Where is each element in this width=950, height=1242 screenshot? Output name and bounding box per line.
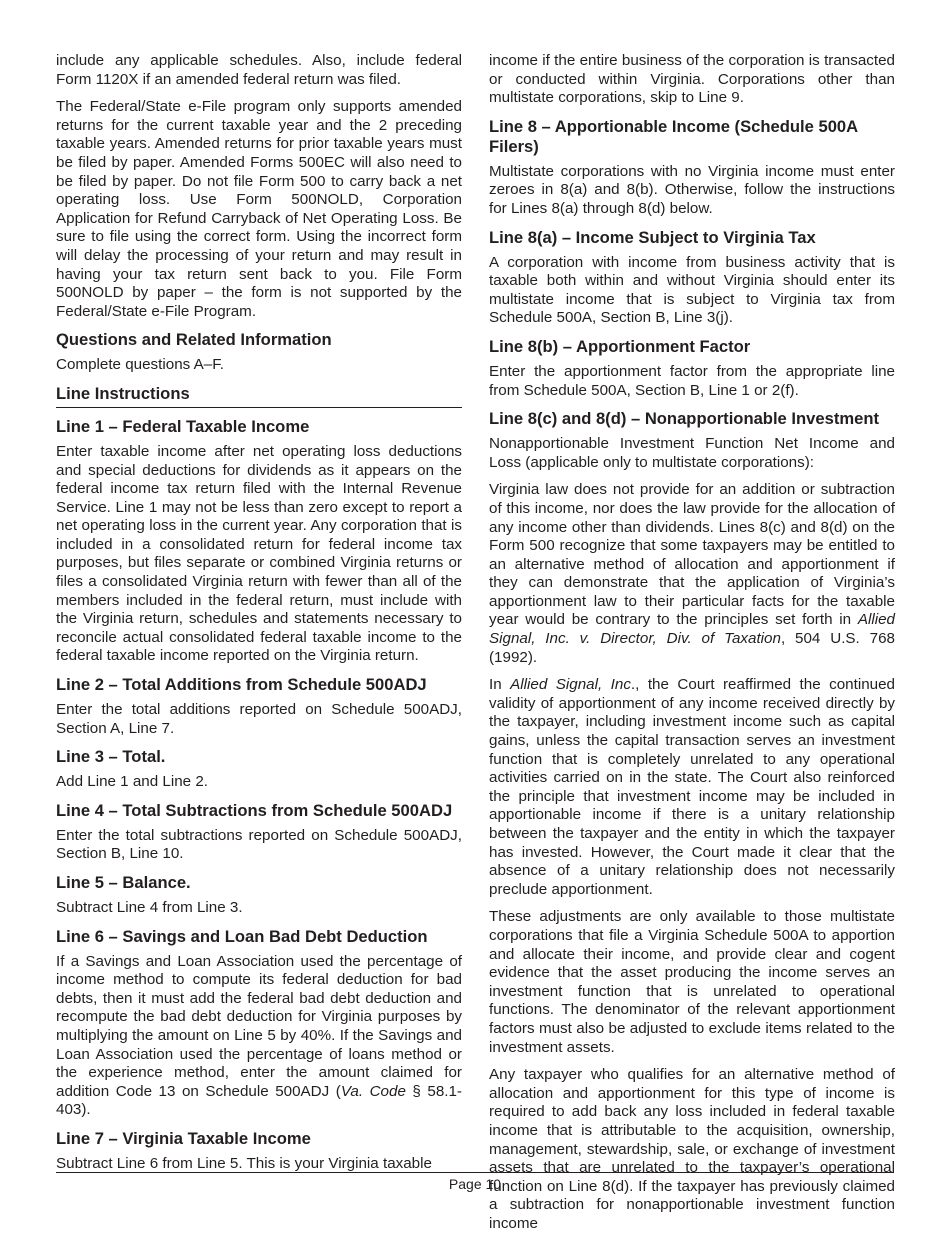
paragraph-line-8cd-addback: Any taxpayer who qualifies for an alternative method of allocation and apportionment for this type of income is required to add back any loss included in federal taxable income that is attributable to the acquisition, ownership, management, stewardship, sale, or exchange of investment assets that are unrelated to the taxpayer’s operational function on Line 8(d). If the taxpayer has previously claimed a subtraction for nonapportionable investment function income [489, 1066, 895, 1232]
line-6-text-a: If a Savings and Loan Association used the percentage of income method to compute its federal deduction for bad debts, then it must add the federal bad debt deduction and recompute the bad debt deduction for Virginia purposes by multiplying the amount on Line 5 by 40%. If the Savings and Loan Association used the percentage of loans method or the experience method, enter the amount claimed for addition Code 13 on Schedule 500ADJ ( [56, 952, 462, 1100]
paragraph-efile-program: The Federal/State e-File program only supports amended returns for the current taxable year and the 2 preceding taxable years. Amended returns for prior taxable years must be filed by paper. Amended Forms 500EC will also need to be filed by paper. Do not file Form 500 to carry back a net operating loss. Use Form 500NOLD, Corporation Application for Refund Carryback of Net Operating Loss. Be sure to file using the correct form. Using the incorrect form will delay the processing of your return and may result in having your tax return sent back to you. File Form 500NOLD by paper – the form is not supported by the Federal/State e-File Program. [56, 98, 462, 320]
heading-line-2: Line 2 – Total Additions from Schedule 500ADJ [56, 675, 427, 695]
heading-line-6: Line 6 – Savings and Loan Bad Debt Deduction [56, 926, 428, 946]
heading-line-5: Line 5 – Balance. [56, 873, 191, 892]
heading-line-8cd: Line 8(c) and 8(d) – Nonapportionable Investment [489, 409, 879, 429]
heading-line-8: Line 8 – Apportionable Income (Schedule 500A Filers) [489, 116, 858, 156]
paragraph-line-1: Enter taxable income after net operating loss deductions and special deductions for dividends as it appears on the federal income tax return filed with the Internal Revenue Service. Line 1 may not be less than zero except to report a net operating loss in the current year. Any corporation that is included in a consolidated return for federal income tax purposes, but files separate or combined Virginia returns or files a consolidated Virginia return with fewer than all of the members included in the federal return, must include with the Virginia return, schedules and statements necessary to reconcile actual consolidated federal taxable income to the federal taxable income reported on the Virginia return. [56, 442, 462, 665]
case-citation-italic: Allied Signal, Inc. v. Director, Div. of Taxation [489, 611, 895, 648]
heading-line-3: Line 3 – Total. [56, 747, 166, 767]
law-text-a: Virginia law does not provide for an addition or subtraction of this income, nor does the law provide for the allocation of any income other than dividends. Lines 8(c) and 8(d) on the Form 500 recognize that some taxpayers may be entitled to an alternative method of allocation and apportionment if they can demonstrate that the application of Virginia’s apportionment law to their particular facts for the taxable year would be contrary to the principles set forth in [489, 481, 895, 629]
heading-line-instructions: Line Instructions [56, 384, 462, 408]
paragraph-line-8cd-court [489, 676, 895, 899]
line-6-text-b: § 58.1-403). [56, 1082, 462, 1119]
paragraph-line-3: Add Line 1 and Line 2. [56, 773, 209, 791]
heading-line-8a: Line 8(a) – Income Subject to Virginia Tax [489, 227, 816, 247]
paragraph-line-7: Subtract Line 6 from Line 5. This is your Virginia taxable [56, 1154, 432, 1172]
va-code-italic: Va. Code [340, 1082, 406, 1100]
paragraph-amended-schedules: include any applicable schedules. Also, include federal Form 1120X if an amended federal return was filed. [56, 52, 462, 88]
paragraph-line-8b: Enter the apportionment factor from the appropriate line from Schedule 500A, Section B, Line 1 or 2(f). [489, 362, 895, 399]
heading-line-4: Line 4 – Total Subtractions from Schedule 500ADJ [56, 800, 453, 820]
footer-divider [56, 1172, 894, 1173]
paragraph-line-8cd-intro: Nonapportionable Investment Function Net Income and Loss (applicable only to multistate corporations): [489, 435, 895, 471]
paragraph-questions: Complete questions A–F. [56, 356, 225, 374]
paragraph-line-8a: A corporation with income from business activity that is taxable both within and without Virginia should enter its multistate income that is subject to Virginia tax from Schedule 500A, Section B, Line 3(j). [489, 253, 895, 327]
paragraph-line-8: Multistate corporations with no Virginia income must enter zeroes in 8(a) and 8(b). Otherwise, follow the instructions for Lines 8(a) through 8(d) below. [489, 162, 895, 217]
heading-questions: Questions and Related Information [56, 330, 332, 350]
paragraph-line-6 [56, 953, 462, 1120]
case-name-italic: Allied Signal, Inc [510, 676, 631, 694]
paragraph-line-7-continued: income if the entire business of the corporation is transacted or conducted within Virginia. Corporations other than multistate corporations, skip to Line 9. [489, 52, 895, 107]
page-number: Page 10 [448, 1176, 502, 1192]
paragraph-line-5: Subtract Line 4 from Line 3. [56, 899, 243, 916]
paragraph-line-8cd-adjustments: These adjustments are only available to those multistate corporations that file a Virginia Schedule 500A to apportion and allocate their income, and provide clear and cogent evidence that the asset producing the income serves an investment function that is unrelated to operational functions. The denominator of the relevant apportionment factors must also be adjusted to exclude items related to the investment assets. [489, 908, 895, 1056]
heading-line-1: Line 1 – Federal Taxable Income [56, 416, 310, 436]
heading-line-7: Line 7 – Virginia Taxable Income [56, 1128, 311, 1148]
paragraph-line-8cd-law [489, 481, 895, 667]
right-column [489, 52, 895, 1242]
law-text-b: , 504 U.S. 768 (1992). [489, 630, 895, 666]
court-text-pre: In [489, 676, 511, 694]
left-column [56, 52, 462, 1183]
paragraph-line-2: Enter the total additions reported on Schedule 500ADJ, Section A, Line 7. [56, 701, 462, 737]
paragraph-line-4: Enter the total subtractions reported on Schedule 500ADJ, Section B, Line 10. [56, 826, 462, 863]
court-text-post: ., the Court reaffirmed the continued validity of apportionment of any income received directly by the taxpayer, including investment income such as capital gains, unless the capital transaction serves an investment function that is completely unrelated to any operational activities carried on in the state. The Court also reinforced the principle that investment income may be included in apportionable income if there is a unitary relationship between the taxpayer and the entity in which the taxpayer has invested. However, the Court made it clear that the absence of a unitary relationship does not necessarily preclude apportionment. [489, 676, 896, 898]
heading-line-8b: Line 8(b) – Apportionment Factor [489, 336, 751, 356]
